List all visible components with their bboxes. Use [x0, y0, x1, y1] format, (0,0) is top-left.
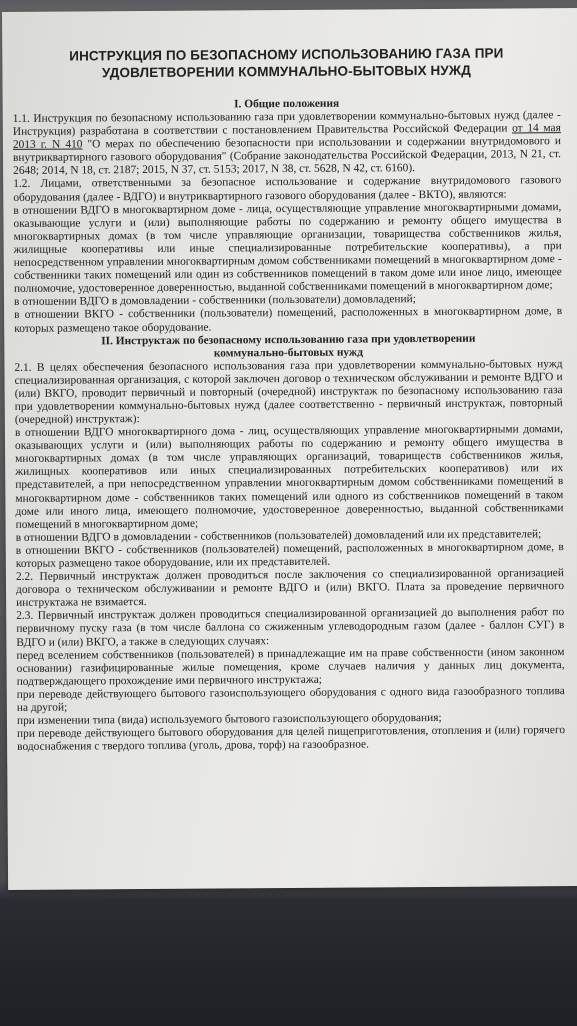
- paragraph-1-2-item-b: в отношении ВДГО в домовладении - собственники (пользователи) домовладений;: [13, 293, 416, 309]
- paragraph-2-1-item-b: в отношении ВДГО в домовладении - собственников (пользователей) домовладений или их представителей;: [15, 528, 542, 544]
- paragraph-1-1: [13, 109, 561, 178]
- section-2-heading-line-2: коммунально-бытовых нужд: [213, 346, 363, 360]
- document-body: [12, 44, 565, 754]
- section-2-heading-line-1: II. Инструктаж по безопасному использованию газа при удовлетворении: [101, 332, 476, 347]
- paragraph-2-3-item-c: при изменении типа (вида) используемого бытового газоиспользующего оборудования;: [16, 712, 442, 728]
- paragraph-2-1-item-c: в отношении ВКГО - собственников (пользователей) помещений, расположенных в многоквартирном доме, в которых размещено такое оборудование, или их представителей.: [15, 540, 564, 570]
- paragraph-1-2-item-a: в отношении ВДГО в многоквартирном доме - лица, осуществляющие управление многоквартирными домами, оказывающие услуги и (или) выполняющие работы по содержанию и ремонту общего имущества в многоквартирных домах (в том числе управляющие организации, товарищества собственников жилья, жилищные кооперативы или иные специализированные потребительские кооперативы), а при непосредственном управлении многоквартирным домом собственниками помещений в многоквартирном доме - собственники таких помещений или один из собственников помещений в таком доме или иное лицо, имеющее полномочие, удостоверенное доверенностью, выданной собственниками помещений в многоквартирном доме;: [13, 200, 562, 296]
- document-title: ИНСТРУКЦИЯ ПО БЕЗОПАСНОМУ ИСПОЛЬЗОВАНИЮ ГАЗА ПРИ УДОВЛЕТВОРЕНИИ КОММУНАЛЬНО-БЫТОВЫХ НУЖД: [69, 45, 504, 81]
- paragraph-1-2: 1.2. Лицами, ответственными за безопасное использование и содержание внутридомового газового оборудования (далее - ВДГО) и внутриквартирного газового оборудования (далее - ВКТО), являются:: [13, 174, 562, 204]
- section-1-heading: I. Общие положения: [234, 97, 340, 111]
- paragraph-1-2-item-c: в отношении ВКГО - собственники (пользователи) помещений, расположенных в многоквартирном доме, в которых размещено такое оборудование.: [14, 305, 563, 335]
- paragraph-1-1-text-end: "О мерах по обеспечению безопасности при использовании и содержании внутридомового и внутриквартирного газового оборудования" (Собрание законодательства Российской Федерации, 2013, N 21, ст. 2648; 2014, N 18, ст. 2187; 2015, N 37, ст. 5153; 2017, N 38, ст. 5628, N 42, ст. 6160).: [12, 135, 562, 178]
- dark-background-area: [0, 900, 577, 1026]
- document-sheet: [2, 8, 577, 890]
- paragraph-2-3-item-a: перед вселением собственников (пользователей) в принадлежащие им на праве собственности (ином законном основании) газифицированные жилые помещения, кроме случаев наличия у данных лиц документа, подтверждающего прохождение ими первичного инструктажа;: [16, 645, 565, 688]
- paragraph-2-3: 2.3. Первичный инструктаж должен проводиться специализированной организацией до выполнения работ по первичному пуску газа (в том числе баллона со сжиженным углеводородным газом (далее - баллон СУГ) в ВДГО и (или) ВКГО, а также в следующих случаях:: [16, 606, 565, 649]
- paragraph-2-2: 2.2. Первичный инструктаж должен проводиться после заключения со специализированной организацией договора о техническом обслуживании и ремонте ВДГО и (или) ВКГО. Плата за проведение первичного инструктажа не взимается.: [15, 567, 565, 610]
- decree-reference-link[interactable]: от 14 мая 2013 г. N 410: [12, 122, 561, 152]
- paragraph-2-1: 2.1. В целях обеспечения безопасного использования газа при удовлетворении коммунально-бытовых нужд специализированная организация, с которой заключен договор о техническом обслуживании и ремонте ВДГО и (или) ВКГО, проводит первичный и повторный (очередной) инструктаж по безопасному использованию газа при удовлетворении коммунально-бытовых нужд (далее соответственно - первичный инструктаж, повторный (очередной) инструктаж):: [14, 357, 563, 426]
- paragraph-2-3-item-d: при переводе действующего бытового оборудования для целей пищеприготовления, отопления и (или) горячего водоснабжения с твердого топлива (уголь, дрова, торф) на газообразное.: [16, 724, 566, 754]
- paragraph-1-1-text-start: 1.1. Инструкция по безопасному использованию газа при удовлетворении коммунально-бытовых нужд (далее - Инструкция) разработана в соответствии с постановлением Правительства Российской Федерации: [12, 109, 561, 139]
- paragraph-2-3-item-b: при переводе действующего бытового газоиспользующего оборудования с одного вида газообразного топлива на другой;: [16, 685, 565, 714]
- paragraph-2-1-item-a: в отношении ВДГО многоквартирного дома - лиц, осуществляющих управление многоквартирными домами, оказывающих услуги и (или) выполняющих работы по содержанию и ремонту общего имущества в многоквартирных домах (в том числе управляющих организаций, товариществ собственников жилья, жилищных кооперативов или иных специализированных потребительских кооперативов) или их представителей, а при непосредственном управлении многоквартирным домом собственниками помещений в многоквартирном доме - собственников таких помещений или одного из собственников помещений в таком доме или иного лица, имеющего полномочие, удостоверенное доверенностью, выданной собственниками помещений в многоквартирном доме;: [14, 423, 564, 531]
